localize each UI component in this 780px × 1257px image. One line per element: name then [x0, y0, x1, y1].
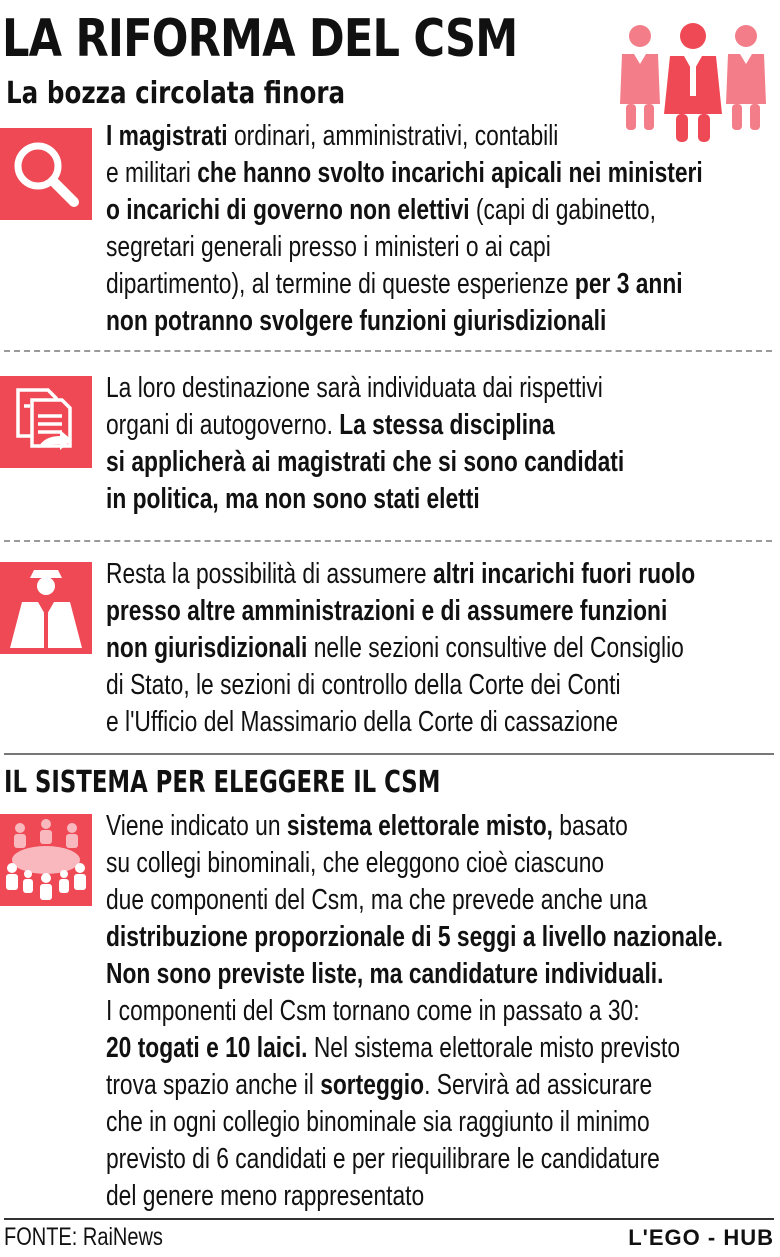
bold-text: distribuzione proporzionale di 5 seggi a livello nazionale. [106, 921, 723, 953]
text: Viene indicato un [106, 810, 287, 842]
text-line [106, 303, 703, 340]
dashed-divider [4, 540, 772, 542]
text-line [106, 704, 695, 741]
text-line [106, 444, 624, 481]
text-line [106, 845, 723, 882]
item-icon-box [0, 376, 92, 468]
bold-text: I magistrati [106, 120, 228, 152]
bold-text: si applicherà ai magistrati che si sono candidati [106, 446, 625, 478]
text: organi di autogoverno. [106, 409, 340, 441]
bold-text: che hanno svolto incarichi apicali nei ministeri [197, 157, 703, 189]
text: (capi di gabinetto, [469, 194, 656, 226]
council-table-icon [0, 814, 92, 906]
item-1-text [106, 118, 703, 340]
text-line [106, 370, 624, 407]
text: trova spazio anche il [106, 1069, 321, 1101]
text: ordinari, amministrativi, contabili [227, 120, 559, 152]
item-3-text [106, 556, 695, 741]
text: I componenti del Csm tornano come in passato a 30: [106, 995, 640, 1027]
bold-text: per 3 anni [574, 268, 683, 300]
text: Resta la possibilità di assumere [106, 558, 433, 590]
bold-text: sistema elettorale misto, [286, 810, 553, 842]
text-line [106, 1178, 723, 1215]
text: nelle sezioni consultive del Consiglio [307, 632, 684, 664]
bold-text: non potranno svolgere funzioni giurisdizionali [106, 305, 607, 337]
bold-text: in politica, ma non sono stati eletti [106, 483, 480, 515]
text-line [106, 192, 703, 229]
text-line [106, 407, 624, 444]
text-line [106, 229, 703, 266]
section-title: IL SISTEMA PER ELEGGERE IL CSM [4, 765, 441, 800]
text-line [106, 1067, 723, 1104]
text: . Servirà ad assicurare [424, 1069, 653, 1101]
text-line [106, 667, 695, 704]
text-line [106, 630, 695, 667]
magnifier-icon [0, 128, 92, 220]
text: del genere meno rappresentato [106, 1180, 425, 1212]
footer-divider [4, 1218, 774, 1220]
text-line [106, 882, 723, 919]
text-line [106, 155, 703, 192]
text: previsto di 6 candidati e per riequilibrare le candidature [106, 1143, 660, 1175]
source-credit: FONTE: RaiNews [4, 1223, 163, 1251]
documents-transfer-icon [0, 376, 92, 468]
item-icon-box [0, 128, 92, 220]
text: che in ogni collegio binominale sia raggiunto il minimo [106, 1106, 650, 1138]
magistrate-icon [0, 562, 92, 654]
text: basato [552, 810, 628, 842]
text: di Stato, le sezioni di controllo della Corte dei Conti [106, 669, 621, 701]
text-line [106, 593, 695, 630]
text: e l'Ufficio del Massimario della Corte di cassazione [106, 706, 619, 738]
text-line [106, 956, 723, 993]
text-line [106, 118, 703, 155]
bold-text: Non sono previste liste, ma candidature individuali. [106, 958, 664, 990]
dashed-divider [4, 350, 772, 352]
text-line [106, 919, 723, 956]
item-icon-box [0, 814, 92, 906]
bold-text: o incarichi di governo non elettivi [106, 194, 470, 226]
page-subtitle: La bozza circolata finora [6, 76, 346, 111]
text-line [106, 993, 723, 1030]
bold-text: altri incarichi fuori ruolo [432, 558, 696, 590]
text-line [106, 1030, 723, 1067]
bold-text: sorteggio [320, 1069, 425, 1101]
bold-text: non giurisdizionali [106, 632, 308, 664]
brand-logo: L'EGO - HUB [628, 1225, 774, 1250]
item-icon-box [0, 562, 92, 654]
text-line [106, 808, 723, 845]
text-line [106, 481, 624, 518]
text-line [106, 556, 695, 593]
bold-text: presso altre amministrazioni e di assumere funzioni [106, 595, 668, 627]
section-2-text [106, 808, 723, 1215]
bold-text: 20 togati e 10 laici. [106, 1032, 308, 1064]
text-line [106, 1141, 723, 1178]
text: Nel sistema elettorale misto previsto [307, 1032, 681, 1064]
text: La loro destinazione sarà individuata dai rispettivi [106, 372, 603, 404]
text: e militari [106, 157, 198, 189]
text: su collegi binominali, che eleggono cioè ciascuno [106, 847, 605, 879]
item-2-text [106, 370, 624, 518]
text: due componenti del Csm, ma che prevede anche una [106, 884, 648, 916]
text: segretari generali presso i ministeri o ai capi [106, 231, 551, 263]
text: dipartimento), al termine di queste esperienze [106, 268, 575, 300]
section-divider [4, 753, 774, 755]
text-line [106, 266, 703, 303]
page-title: LA RIFORMA DEL CSM [2, 9, 518, 69]
text-line [106, 1104, 723, 1141]
bold-text: La stessa disciplina [339, 409, 555, 441]
